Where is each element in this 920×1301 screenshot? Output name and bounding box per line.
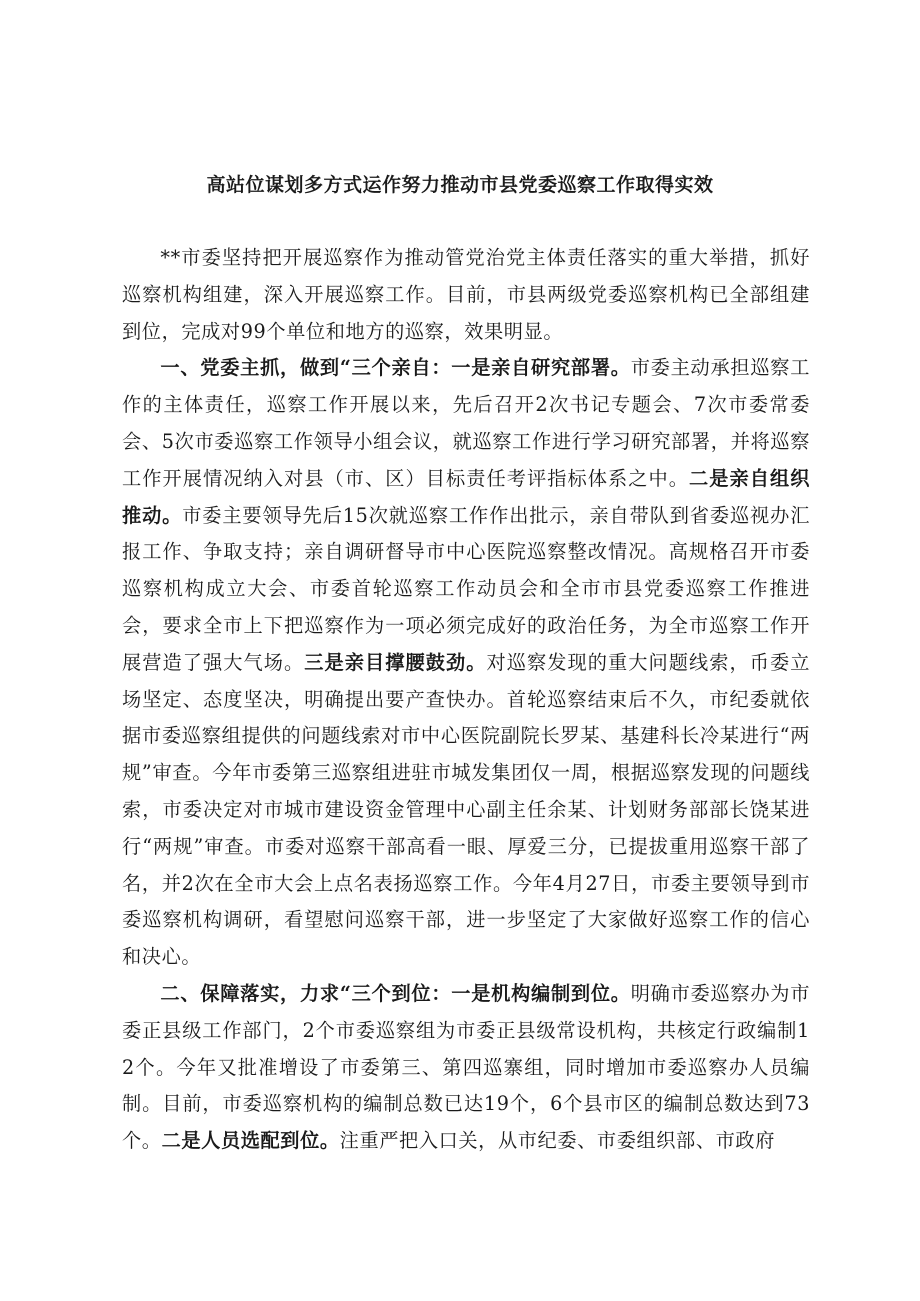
section-2-heading: 二、保障落实，力求“三个到位：	[160, 981, 452, 1005]
section-1-heading: 一、党委主抓，做到“三个亲自：	[160, 356, 452, 380]
section-2-point-1-text: 明确市委巡察办为市委正县级工作部门，2个市委巡察组为市委正县级常设机构，共核定行政编制12个。今年又批准增设了市委第三、第四巡寨组，同时增加市委巡察办人员编制。目前，市委巡察机构的编制总数已达19个，6个县市区的编制总数达到73个。	[122, 981, 810, 1153]
section-1-point-1-text: 市委主动承担巡察工作的主体责任，巡察工作开展以来，先后召开2次书记专题会、7次市委常委会、5次市委巡察工作领导小组会议，就巡察工作进行学习研究部署，并将巡察工作开展情况纳入对县（市、区）目标责任考评指标体系之中。	[122, 356, 810, 490]
intro-text: **市委坚持把开展巡察作为推动管党治党主体责任落实的重大举措，抓好巡察机构组建，深入开展巡察工作。目前，市县两级党委巡察机构已全部组建到位，完成对99个单位和地方的巡察，效果明显。	[122, 246, 810, 343]
section-1-point-3-title: 三是亲目撑腰鼓劲。	[304, 650, 487, 674]
section-2-point-2-text: 注重严把入口关，从市纪委、市委组织部、市政府	[339, 1129, 775, 1153]
section-2-point-2-title: 二是人员选配到位。	[161, 1129, 340, 1153]
section-2-paragraph	[122, 976, 810, 1160]
section-1-point-3-text: 对巡察发现的重大问题线索，币委立场坚定、态度坚决，明确提出要产查快办。首轮巡察结束后不久，市纪委就依据市委巡察组提供的问题线索对市中心医院副院长罗某、基建科长冷某进行“两规”审查。今年市委第三巡察组进驻市城发集团仅一周，根据巡察发现的问题线索，市委决定对市城市建设资金管理中心副主任余某、计划财务部部长饶某进行“两规”审查。市委对巡察干部高看一眼、厚爱三分，已提拔重用巡察干部了名，并2次在全市大会上点名表扬巡察工作。今年4月27日，市委主要领导到市委巡察机构调研，看望慰问巡察干部，进一步坚定了大家做好巡察工作的信心和决心。	[122, 650, 810, 969]
document-title: 高站位谋划多方式运作努力推动市县党委巡察工作取得实效	[206, 174, 714, 196]
section-1-point-2-title: 二是亲自组织推动。	[122, 466, 810, 527]
section-1-point-1-title: 一是亲自研究部署。	[451, 356, 631, 380]
section-2-point-1-title: 一是机构编制到位。	[451, 981, 631, 1005]
intro-paragraph	[122, 240, 810, 350]
section-1-paragraph	[122, 350, 810, 976]
section-1-point-2-text: 市委主要领导先后15次就巡察工作作出批示，亲自带队到省委巡视办汇报工作、争取支持；亲自调研督导市中心医院巡察整改情况。高规格召开市委巡察机构成立大会、市委首轮巡察工作动员会和全市市县党委巡察工作推进会，要求全市上下把巡察作为一项必须完成好的政治任务，为全市巡察工作开展营造了强大气场。	[122, 503, 810, 674]
document-body	[122, 240, 810, 1160]
